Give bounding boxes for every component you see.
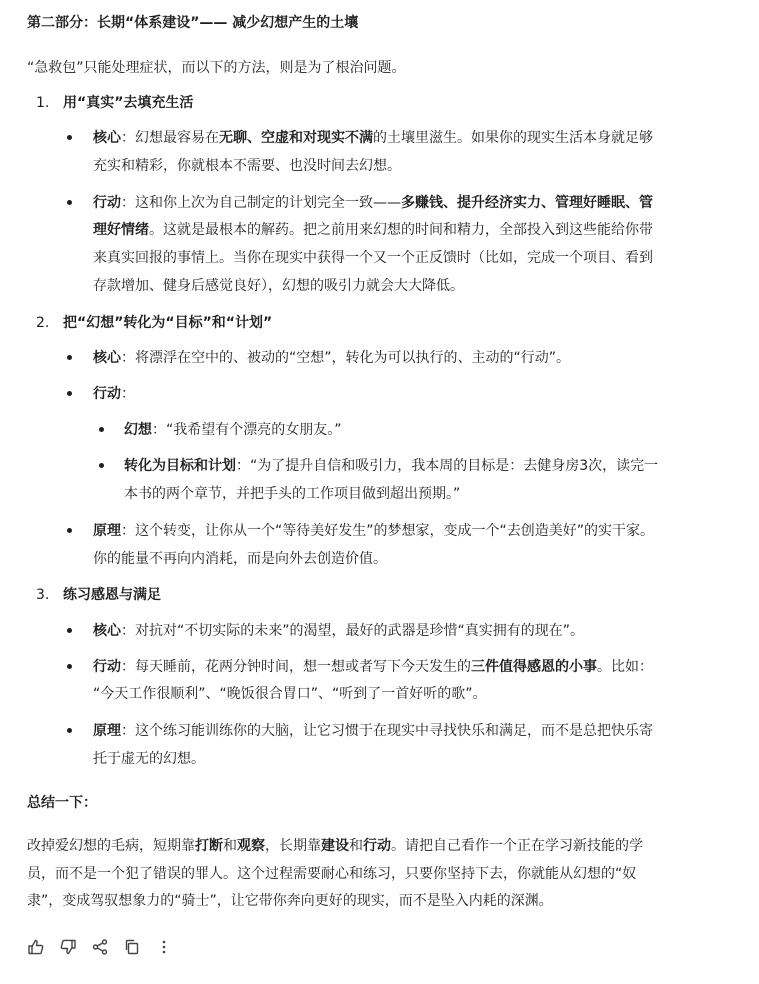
- bullet-text: 核心：对抗对“不切实际的未来”的渴望，最好的武器是珍惜“真实拥有的现在”。: [93, 623, 585, 639]
- summary-text: 隶”，变成驾驭想象力的“骑士”，让它带你奔向更好的现实，而不是坠入内耗的深渊。: [27, 893, 553, 909]
- bullet-text: 你的能量不再向内消耗，而是向外去创造价值。: [93, 551, 387, 567]
- bullet: [67, 664, 72, 669]
- sub-bullet: [99, 427, 104, 432]
- share-icon[interactable]: [90, 937, 110, 957]
- bullet-text: 存款增加、健身后感觉良好），幻想的吸引力就会大大降低。: [93, 278, 464, 294]
- sub-bullet: [99, 463, 104, 468]
- more-icon[interactable]: [154, 937, 174, 957]
- bullet-text: 核心：幻想最容易在无聊、空虚和对现实不满的土壤里滋生。如果你的现实生活本身就足够: [93, 130, 653, 146]
- bullet: [67, 391, 72, 396]
- bullet: [67, 200, 72, 205]
- sub-bullet-text: 转化为目标和计划：“为了提升自信和吸引力，我本周的目标是：去健身房3次，读完一: [124, 458, 659, 474]
- bullet-text: 充实和精彩，你就根本不需要、也没时间去幻想。: [93, 158, 401, 174]
- bullet-text: 理好情绪。这就是最根本的解药。把之前用来幻想的时间和精力，全部投入到这些能给你带: [93, 222, 653, 238]
- summary-title: 总结一下：: [27, 795, 97, 811]
- bullet-text: 行动：这和你上次为自己制定的计划完全一致——多赚钱、提升经济实力、管理好睡眠、管: [93, 195, 653, 211]
- bullet-text: 原理：这个练习能训练你的大脑，让它习惯于在现实中寻找快乐和满足，而不是总把快乐寄: [93, 723, 653, 739]
- bullet-text: “今天工作很顺利”、“晚饭很合胃口”、“听到了一首好听的歌”。: [93, 686, 487, 702]
- item-title: 练习感恩与满足: [63, 587, 161, 603]
- bullet: [67, 135, 72, 140]
- bullet: [67, 355, 72, 360]
- section-title: 第二部分：长期“体系建设”—— 减少幻想产生的土壤: [27, 15, 359, 31]
- bullet: [67, 628, 72, 633]
- sub-bullet-text: 幻想：“我希望有个漂亮的女朋友。”: [124, 422, 342, 438]
- sub-bullet-text: 本书的两个章节，并把手头的工作项目做到超出预期。”: [124, 486, 461, 502]
- thumbs-down-icon[interactable]: [58, 937, 78, 957]
- bullet: [67, 528, 72, 533]
- summary-text: 改掉爱幻想的毛病，短期靠打断和观察，长期靠建设和行动。请把自己看作一个正在学习新技能的学: [27, 838, 643, 854]
- intro-text: “急救包”只能处理症状，而以下的方法，则是为了根治问题。: [27, 60, 406, 76]
- bullet-text: 托于虚无的幻想。: [93, 751, 205, 767]
- item-number: 3.: [36, 587, 50, 603]
- item-number: 1.: [36, 95, 50, 111]
- item-title: 用“真实”去填充生活: [63, 95, 194, 111]
- bullet-text: 来真实回报的事情上。当你在现实中获得一个又一个正反馈时（比如，完成一个项目、看到: [93, 250, 653, 266]
- bullet-text: 行动：: [93, 386, 135, 402]
- copy-icon[interactable]: [122, 937, 142, 957]
- item-title: 把“幻想”转化为“目标”和“计划”: [63, 315, 273, 331]
- response-actions: [26, 937, 186, 957]
- bullet-text: 核心：将漂浮在空中的、被动的“空想”，转化为可以执行的、主动的“行动”。: [93, 350, 571, 366]
- bullet-text: 原理：这个转变，让你从一个“等待美好发生”的梦想家，变成一个“去创造美好”的实干家。: [93, 523, 655, 539]
- bullet-text: 行动：每天睡前，花两分钟时间，想一想或者写下今天发生的三件值得感恩的小事。比如：: [93, 659, 653, 675]
- summary-text: 员，而不是一个犯了错误的罪人。这个过程需要耐心和练习，只要你坚持下去，你就能从幻想的“奴: [27, 866, 637, 882]
- bullet: [67, 728, 72, 733]
- item-number: 2.: [36, 315, 50, 331]
- thumbs-up-icon[interactable]: [26, 937, 46, 957]
